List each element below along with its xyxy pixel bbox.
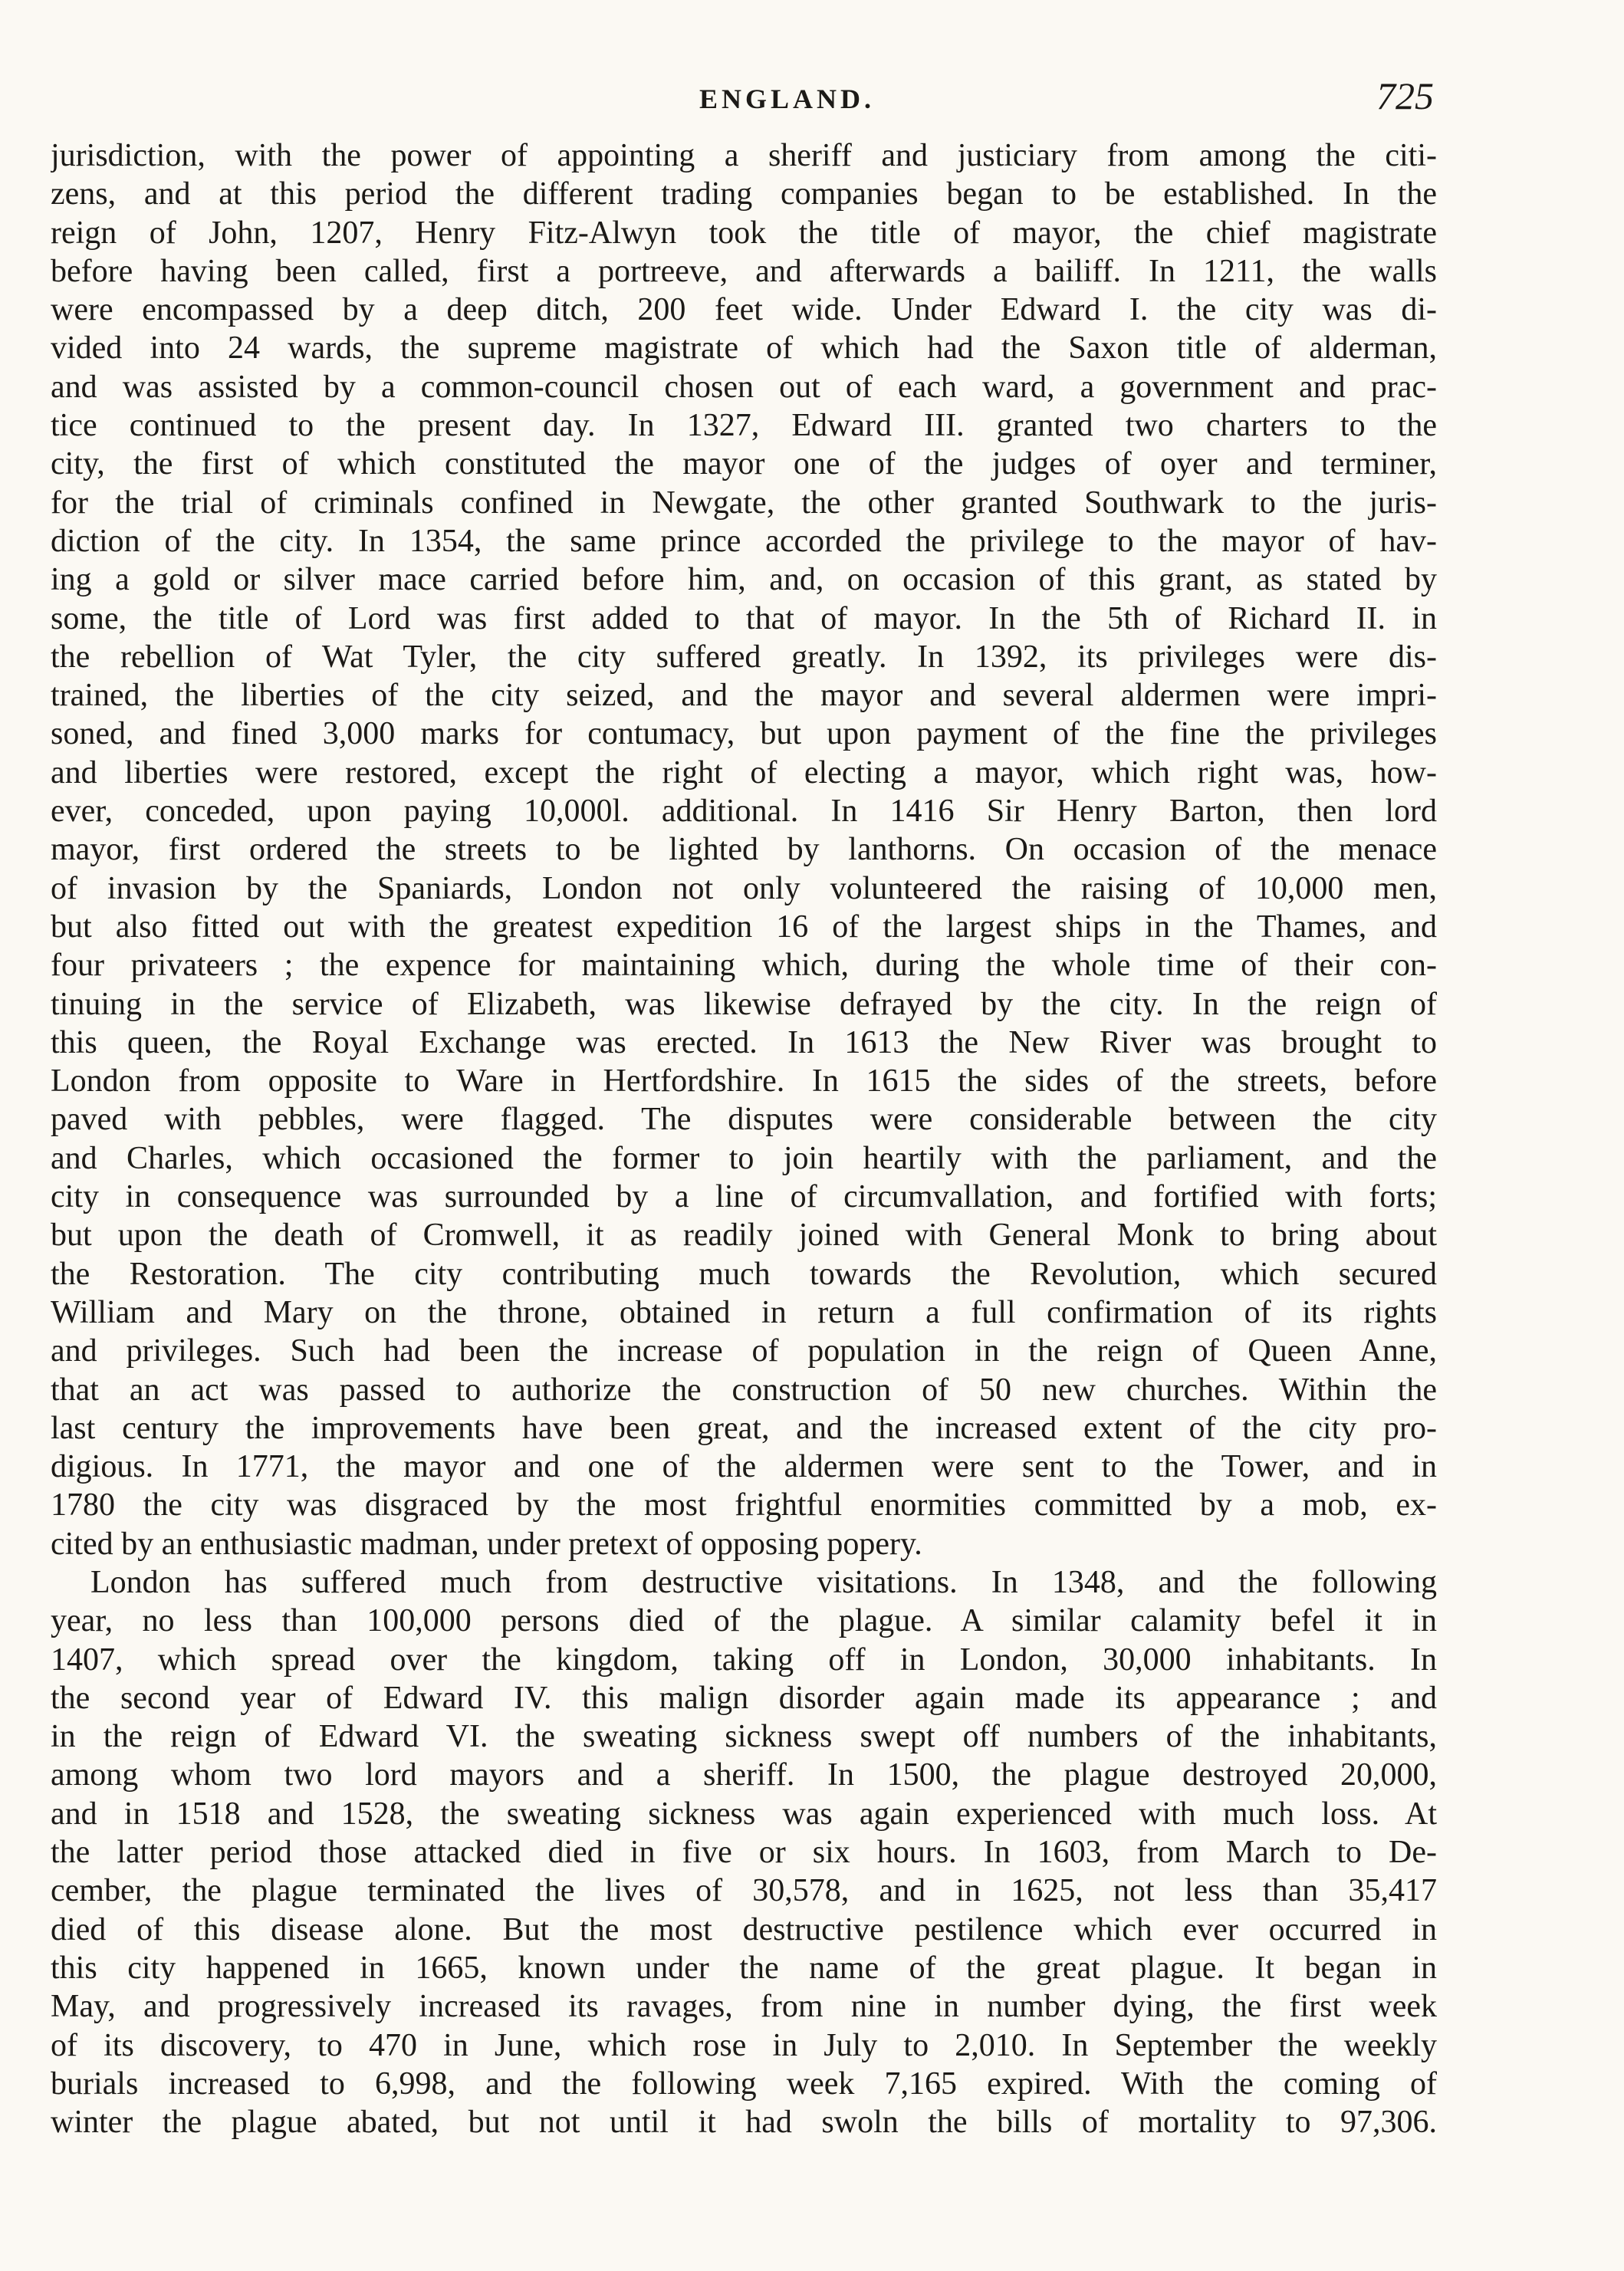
text-line: four privateers ; the expence for maintaining which, during the whole time of their con- [51, 948, 1437, 984]
text-line: city, the first of which constituted the mayor one of the judges of oyer and terminer, [51, 446, 1437, 482]
text-line: and was assisted by a common-council chosen out of each ward, a government and prac- [51, 369, 1437, 405]
text-line: some, the title of Lord was first added to that of mayor. In the 5th of Richard II. in [51, 600, 1437, 636]
text-line: but upon the death of Cromwell, it as readily joined with General Monk to bring about [51, 1218, 1437, 1254]
text-line: this queen, the Royal Exchange was erected. In 1613 the New River was brought to [51, 1024, 1437, 1060]
running-head [46, 74, 1434, 123]
text-line: for the trial of criminals confined in Newgate, the other granted Southwark to the juris- [51, 485, 1437, 521]
text-line: year, no less than 100,000 persons died of the plague. A similar calamity befel it in [51, 1603, 1437, 1639]
text-line: May, and progressively increased its ravages, from nine in number dying, the first week [51, 1989, 1437, 2025]
text-line: paved with pebbles, were flagged. The disputes were considerable between the city [51, 1102, 1437, 1138]
text-line: vided into 24 wards, the supreme magistrate of which had the Saxon title of alderman, [51, 330, 1437, 366]
text-line: ing a gold or silver mace carried before him, and, on occasion of this grant, as stated by [51, 562, 1437, 598]
text-line: and liberties were restored, except the right of electing a mayor, which right was, how- [51, 754, 1437, 790]
text-line: the second year of Edward IV. this malign disorder again made its appearance ; and [51, 1680, 1437, 1716]
text-line: this city happened in 1665, known under the name of the great plague. It began in [51, 1950, 1437, 1986]
text-line: diction of the city. In 1354, the same prince accorded the privilege to the mayor of hav- [51, 523, 1437, 559]
text-line: London from opposite to Ware in Hertfordshire. In 1615 the sides of the streets, before [51, 1063, 1437, 1099]
text-line: tinuing in the service of Elizabeth, was likewise defrayed by the city. In the reign of [51, 986, 1437, 1022]
text-line: trained, the liberties of the city seized, and the mayor and several aldermen were impri- [51, 678, 1437, 714]
text-line: died of this disease alone. But the most destructive pestilence which ever occurred in [51, 1911, 1437, 1947]
paragraph-first-line: London has suffered much from destructive visitations. In 1348, and the following [90, 1564, 1437, 1600]
text-line: the rebellion of Wat Tyler, the city suffered greatly. In 1392, its privileges were dis- [51, 639, 1437, 675]
text-line: of its discovery, to 470 in June, which rose in July to 2,010. In September the weekly [51, 2027, 1437, 2063]
text-line: 1407, which spread over the kingdom, taking off in London, 30,000 inhabitants. In [51, 1642, 1437, 1678]
text-line: the latter period those attacked died in five or six hours. In 1603, from March to De- [51, 1835, 1437, 1871]
text-line: reign of John, 1207, Henry Fitz-Alwyn took the title of mayor, the chief magistrate [51, 215, 1437, 251]
paragraph-last-line: cited by an enthusiastic madman, under pretext of opposing popery. [51, 1526, 922, 1562]
text-line: burials increased to 6,998, and the following week 7,165 expired. With the coming of [51, 2066, 1437, 2102]
text-line: 1780 the city was disgraced by the most frightful enormities committed by a mob, ex- [51, 1487, 1437, 1523]
text-line: before having been called, first a portreeve, and afterwards a bailiff. In 1211, the walls [51, 253, 1437, 289]
text-line: and in 1518 and 1528, the sweating sickness was again experienced with much loss. At [51, 1796, 1437, 1832]
text-line: were encompassed by a deep ditch, 200 feet wide. Under Edward I. the city was di- [51, 292, 1437, 328]
text-line: William and Mary on the throne, obtained in return a full confirmation of its rights [51, 1294, 1437, 1330]
text-line: digious. In 1771, the mayor and one of the aldermen were sent to the Tower, and in [51, 1449, 1437, 1485]
text-line: city in consequence was surrounded by a line of circumvallation, and fortified with forts; [51, 1179, 1437, 1215]
page-number: 725 [1376, 74, 1434, 117]
text-line: winter the plague abated, but not until it had swoln the bills of mortality to 97,306. [51, 2105, 1437, 2141]
running-head-title: ENGLAND. [699, 84, 876, 114]
text-line: that an act was passed to authorize the construction of 50 new churches. Within the [51, 1372, 1437, 1408]
text-line: mayor, first ordered the streets to be lighted by lanthorns. On occasion of the menace [51, 832, 1437, 868]
text-line: ever, conceded, upon paying 10,000l. additional. In 1416 Sir Henry Barton, then lord [51, 794, 1437, 830]
text-line: among whom two lord mayors and a sheriff. In 1500, the plague destroyed 20,000, [51, 1757, 1437, 1793]
text-line: zens, and at this period the different trading companies began to be established. In the [51, 176, 1437, 212]
body-text [51, 136, 1437, 2141]
text-line: cember, the plague terminated the lives of 30,578, and in 1625, not less than 35,417 [51, 1873, 1437, 1909]
text-line: in the reign of Edward VI. the sweating sickness swept off numbers of the inhabitants, [51, 1719, 1437, 1755]
text-line: last century the improvements have been great, and the increased extent of the city pro- [51, 1410, 1437, 1446]
text-line: and privileges. Such had been the increase of population in the reign of Queen Anne, [51, 1333, 1437, 1369]
text-line: and Charles, which occasioned the former to join heartily with the parliament, and the [51, 1140, 1437, 1176]
text-line: the Restoration. The city contributing much towards the Revolution, which secured [51, 1256, 1437, 1292]
text-line: soned, and fined 3,000 marks for contumacy, but upon payment of the fine the privileges [51, 716, 1437, 752]
text-line: jurisdiction, with the power of appointing a sheriff and justiciary from among the citi- [51, 138, 1437, 173]
text-line: but also fitted out with the greatest expedition 16 of the largest ships in the Thames, and [51, 909, 1437, 945]
text-line: tice continued to the present day. In 1327, Edward III. granted two charters to the [51, 408, 1437, 444]
text-line: of invasion by the Spaniards, London not only volunteered the raising of 10,000 men, [51, 870, 1437, 906]
